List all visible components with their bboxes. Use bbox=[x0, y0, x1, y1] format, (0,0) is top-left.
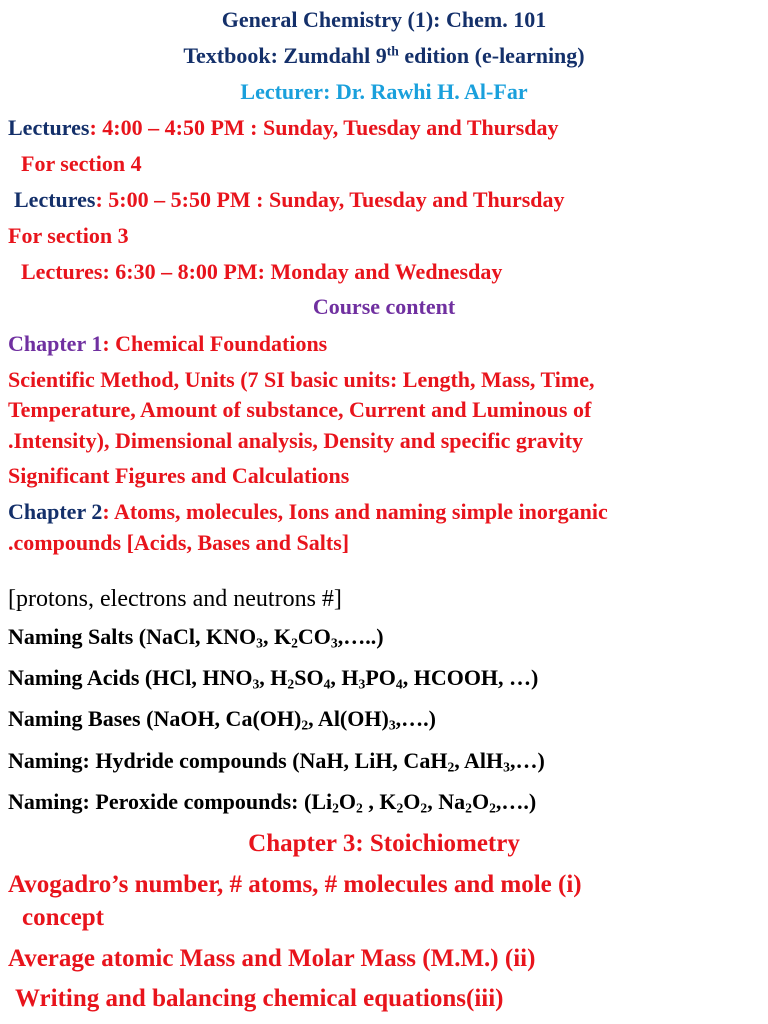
schedule-line-2: Lectures: 5:00 – 5:50 PM : Sunday, Tuesday and Thursday bbox=[14, 187, 565, 212]
chapter-3-heading: Chapter 3: Stoichiometry bbox=[248, 830, 520, 857]
chapter-1-line-4: Significant Figures and Calculations bbox=[8, 463, 350, 488]
chapter-2-line-2: .compounds [Acids, Bases and Salts] bbox=[8, 530, 350, 555]
chapter-1-line-2: Temperature, Amount of substance, Current and Luminous of bbox=[8, 397, 592, 422]
lecturer-line: Lecturer: Dr. Rawhi H. Al-Far bbox=[240, 79, 528, 104]
chapter-3-item-2: Average atomic Mass and Molar Mass (M.M.) (ii) bbox=[8, 945, 536, 972]
chapter-3-item-1-line-2: concept bbox=[22, 904, 104, 931]
particles-line: [protons, electrons and neutrons #] bbox=[8, 586, 342, 612]
naming-acids: Naming Acids (HCl, $HNO_3$, $H_2SO_4$, $H_3PO_4$, HCOOH, …) bbox=[8, 665, 539, 692]
schedule-line-1: Lectures: 4:00 – 4:50 PM : Sunday, Tuesday and Thursday bbox=[8, 115, 559, 140]
chapter-3-item-3: Writing and balancing chemical equations(iii) bbox=[15, 985, 504, 1012]
chapter-2-heading: Chapter 2: Atoms, molecules, Ions and naming simple inorganic bbox=[8, 499, 608, 524]
course-content-heading: Course content bbox=[312, 294, 456, 319]
naming-hydride: Naming: Hydride compounds (NaH, LiH, CaH$_2$, AlH$_3$,…) bbox=[8, 748, 545, 775]
naming-bases: Naming Bases (NaOH, $Ca(OH)_2$, $Al(OH)_3,\dots$.) bbox=[8, 706, 436, 733]
textbook-line: Textbook: Zumdahl 9th edition (e-learning) bbox=[183, 43, 585, 68]
section-4-label: For section 4 bbox=[21, 151, 142, 176]
course-title: General Chemistry (1): Chem. 101 bbox=[221, 7, 547, 32]
chapter-1-line-1: Scientific Method, Units (7 SI basic units: Length, Mass, Time, bbox=[8, 367, 595, 392]
naming-peroxide: Naming: Peroxide compounds: ($Li_2O_2$ , $K_2O_2$, $Na_2O_2,\dots$.) bbox=[8, 789, 537, 816]
chapter-1-line-3: .Intensity), Dimensional analysis, Density and specific gravity bbox=[8, 428, 584, 453]
chapter-1-heading: Chapter 1: Chemical Foundations bbox=[8, 331, 328, 356]
naming-salts: Naming Salts (NaCl, $KNO_3$, $K_2CO_3,\dots$..) bbox=[8, 624, 384, 651]
chapter-3-item-1-line-1: Avogadro’s number, # atoms, # molecules and mole (i) bbox=[8, 871, 582, 898]
section-3-label: For section 3 bbox=[8, 223, 129, 248]
schedule-line-3: Lectures: 6:30 – 8:00 PM: Monday and Wednesday bbox=[21, 259, 503, 284]
